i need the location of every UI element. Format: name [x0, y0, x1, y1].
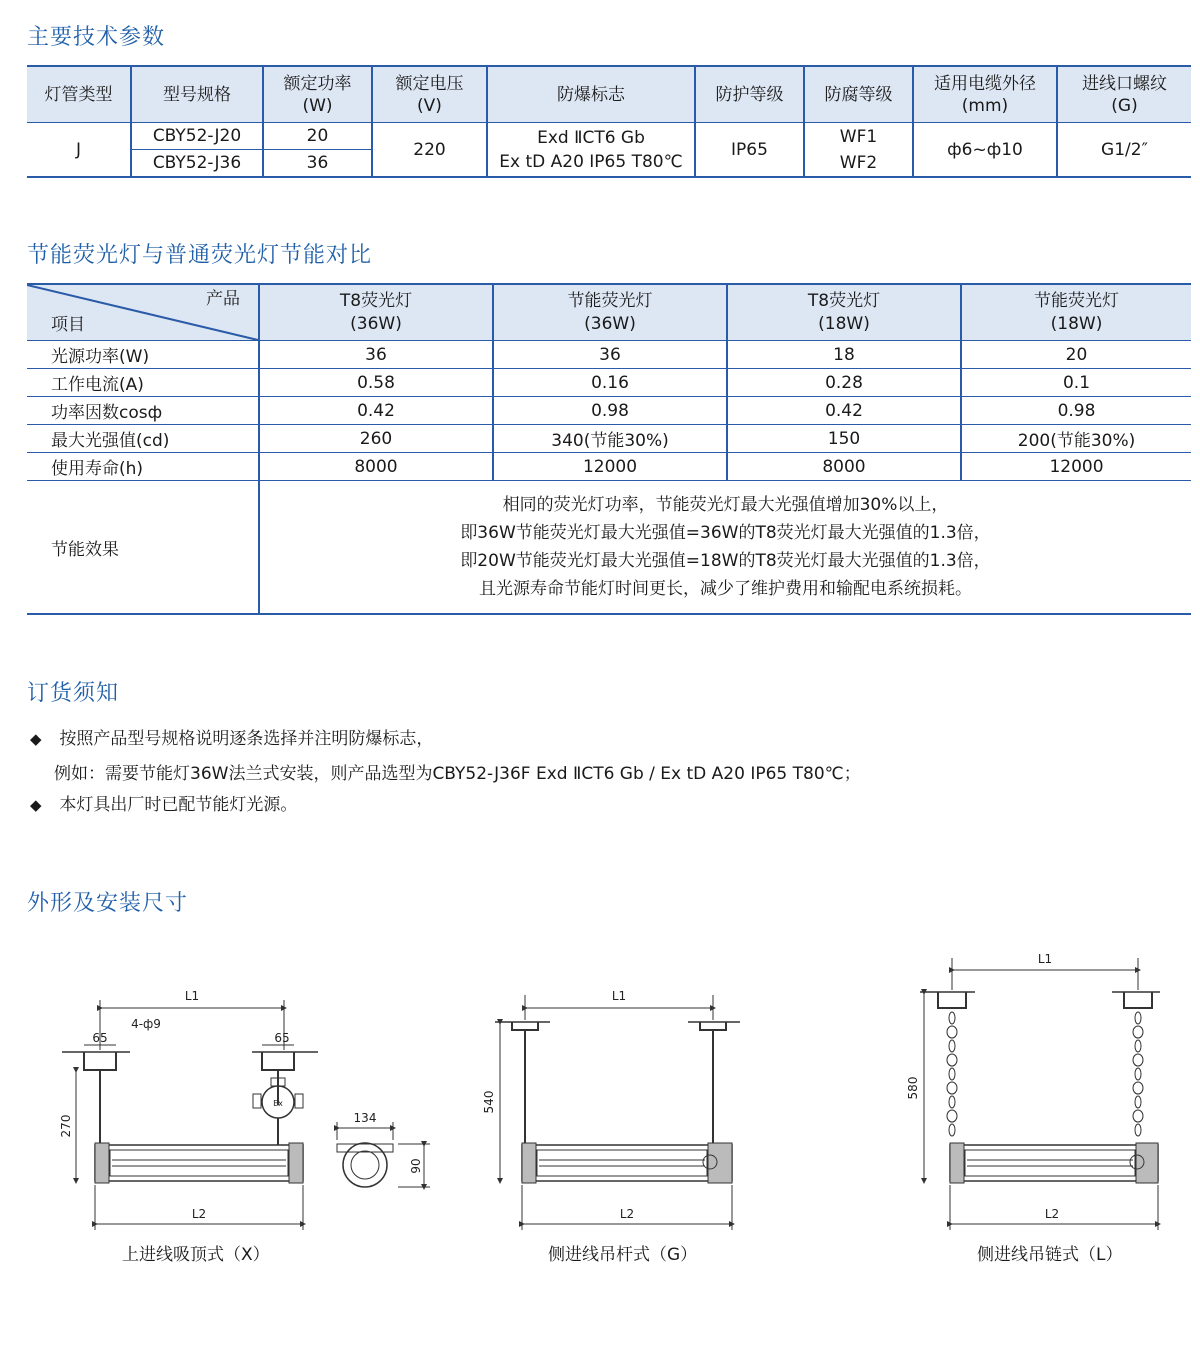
dim-holes: 4-ф9 — [131, 1017, 161, 1031]
corner-product-label: 产品 — [206, 289, 240, 309]
dim-540: 540 — [482, 1090, 496, 1114]
row-value: 260 — [259, 425, 493, 453]
row-value: 12000 — [961, 453, 1191, 481]
effect-label: 节能效果 — [27, 481, 259, 615]
effect-line: 即36W节能荧光灯最大光强值=36W的T8荧光灯最大光强值的1.3倍， — [460, 523, 991, 543]
row-value: 340(节能30%) — [493, 425, 727, 453]
row-label: 光源功率(W) — [27, 341, 259, 369]
column-header — [259, 284, 493, 341]
cable-cell: ф6~ф10 — [913, 123, 1057, 178]
ex-mark-icon: Ex — [273, 1099, 283, 1108]
dim-65-right: 65 — [274, 1031, 290, 1045]
caption-ceiling-mount: 上进线吸顶式（X） — [122, 1245, 270, 1265]
order-note-2 — [30, 790, 297, 815]
compare-header-row — [27, 284, 1191, 341]
row-value: 36 — [493, 341, 727, 369]
header-anticorrosion: 防腐等级 — [804, 66, 913, 123]
spec-section-title: 主要技术参数 — [27, 25, 166, 50]
row-value: 150 — [727, 425, 961, 453]
column-name: 节能荧光灯 — [567, 290, 653, 311]
compare-row — [27, 425, 1191, 453]
row-label: 最大光强值(cd) — [27, 425, 259, 453]
dim-65-left: 65 — [92, 1031, 108, 1045]
row-value: 18 — [727, 341, 961, 369]
effect-line: 即20W节能荧光灯最大光强值=18W的T8荧光灯最大光强值的1.3倍， — [460, 551, 991, 571]
compare-row — [27, 341, 1191, 369]
compare-table — [27, 283, 1191, 615]
effect-line: 且光源寿命节能灯时间更长，减少了维护费用和输配电系统损耗。 — [479, 579, 972, 599]
header-cable — [913, 66, 1057, 123]
dim-L1-x: L1 — [184, 989, 200, 1003]
row-value: 36 — [259, 341, 493, 369]
compare-section-title: 节能荧光灯与普通荧光灯节能对比 — [27, 243, 373, 268]
header-lamp-type: 灯管类型 — [44, 84, 113, 105]
ex-mark-line: Ex tD A20 IP65 T80℃ — [499, 151, 683, 172]
column-name: 节能荧光灯 — [1034, 290, 1119, 311]
row-value: 20 — [961, 341, 1191, 369]
column-sub: (36W) — [584, 313, 636, 334]
drawing-chain-mount — [920, 958, 1160, 1230]
row-value: 0.1 — [961, 369, 1191, 397]
header-ex-mark: 防爆标志 — [487, 66, 695, 123]
column-header — [493, 284, 727, 341]
row-value: 8000 — [259, 453, 493, 481]
compare-row — [27, 397, 1191, 425]
header-thread-unit: (G) — [1111, 95, 1138, 116]
row-value: 200(节能30%) — [961, 425, 1191, 453]
row-value: 8000 — [727, 453, 961, 481]
model-cell: CBY52-J20 — [131, 123, 263, 150]
ex-mark-line: Exd ⅡCT6 Gb — [537, 127, 645, 148]
dim-L1-l: L1 — [1037, 952, 1053, 966]
corner-item-label: 项目 — [51, 315, 85, 335]
column-sub: (18W) — [1050, 313, 1103, 334]
row-value: 0.42 — [259, 397, 493, 425]
dim-L2-x: L2 — [191, 1207, 207, 1221]
spec-table — [27, 65, 1191, 178]
compare-row — [27, 453, 1191, 481]
anticorrosion-line: WF1 — [839, 126, 878, 147]
protection-cell: IP65 — [695, 123, 804, 178]
row-value: 0.42 — [727, 397, 961, 425]
header-thread-label: 进线口螺纹 — [1082, 73, 1167, 94]
order-note-text: 本灯具出厂时已配节能灯光源。 — [59, 795, 298, 815]
anticorrosion-line: WF2 — [839, 152, 878, 173]
drawing-rod-mount — [495, 995, 740, 1230]
row-value: 0.58 — [259, 369, 493, 397]
order-note-1 — [30, 724, 433, 749]
voltage-cell: 220 — [372, 123, 487, 178]
spec-header-row — [27, 66, 1191, 123]
model-cell: CBY52-J36 — [131, 150, 263, 178]
caption-chain-mount: 侧进线吊链式（L） — [977, 1245, 1123, 1265]
column-header — [961, 284, 1191, 341]
thread-cell: G1/2″ — [1057, 123, 1191, 178]
header-protection: 防护等级 — [695, 66, 804, 123]
header-cable-unit: (mm) — [961, 95, 1009, 116]
header-voltage — [372, 66, 487, 123]
column-header — [727, 284, 961, 341]
power-cell: 20 — [263, 123, 372, 150]
spec-row — [27, 123, 1191, 150]
effect-line: 相同的荧光灯功率，节能荧光灯最大光强值增加30%以上， — [502, 495, 949, 515]
row-label: 功率因数cosф — [27, 397, 259, 425]
dimension-section-title: 外形及安装尺寸 — [27, 891, 189, 916]
header-power — [263, 66, 372, 123]
ex-mark-cell — [487, 123, 695, 178]
row-value: 0.98 — [961, 397, 1191, 425]
row-label: 使用寿命(h) — [27, 453, 259, 481]
lamp-type-cell: J — [27, 123, 131, 178]
anticorrosion-cell — [804, 123, 913, 178]
header-power-label: 额定功率 — [283, 73, 352, 94]
row-label: 工作电流(A) — [27, 369, 259, 397]
dim-134: 134 — [353, 1111, 377, 1125]
dim-L2-g: L2 — [619, 1207, 635, 1221]
header-cable-label: 适用电缆外径 — [934, 73, 1036, 94]
header-voltage-label: 额定电压 — [395, 73, 464, 94]
dim-580: 580 — [906, 1076, 920, 1100]
row-value: 0.28 — [727, 369, 961, 397]
corner-cell — [27, 284, 259, 341]
order-section-title: 订货须知 — [27, 681, 120, 706]
row-value: 0.16 — [493, 369, 727, 397]
dim-270: 270 — [59, 1114, 73, 1138]
power-cell: 36 — [263, 150, 372, 178]
effect-row — [27, 481, 1191, 615]
order-note-text: 按照产品型号规格说明逐条选择并注明防爆标志， — [59, 729, 434, 749]
compare-row — [27, 369, 1191, 397]
header-model: 型号规格 — [131, 66, 263, 123]
column-name: T8荧光灯 — [807, 290, 881, 311]
column-sub: (36W) — [350, 313, 402, 334]
dim-L2-l: L2 — [1044, 1207, 1060, 1221]
column-sub: (18W) — [818, 313, 870, 334]
effect-text — [259, 481, 1191, 615]
diamond-bullet-icon: ◆ — [30, 796, 42, 814]
header-power-unit: (W) — [302, 95, 333, 116]
header-voltage-unit: (V) — [417, 95, 442, 116]
row-value: 0.98 — [493, 397, 727, 425]
dim-90: 90 — [409, 1158, 423, 1174]
caption-rod-mount: 侧进线吊杆式（G） — [548, 1245, 698, 1265]
order-note-example: 例如：需要节能灯36W法兰式安装，则产品选型为CBY52-J36F Exd ⅡCT6 Gb / Ex tD A20 IP65 T80℃； — [54, 764, 861, 784]
diamond-bullet-icon: ◆ — [30, 730, 42, 748]
column-name: T8荧光灯 — [339, 290, 413, 311]
header-thread — [1057, 66, 1191, 123]
dim-L1-g: L1 — [611, 989, 627, 1003]
row-value: 12000 — [493, 453, 727, 481]
